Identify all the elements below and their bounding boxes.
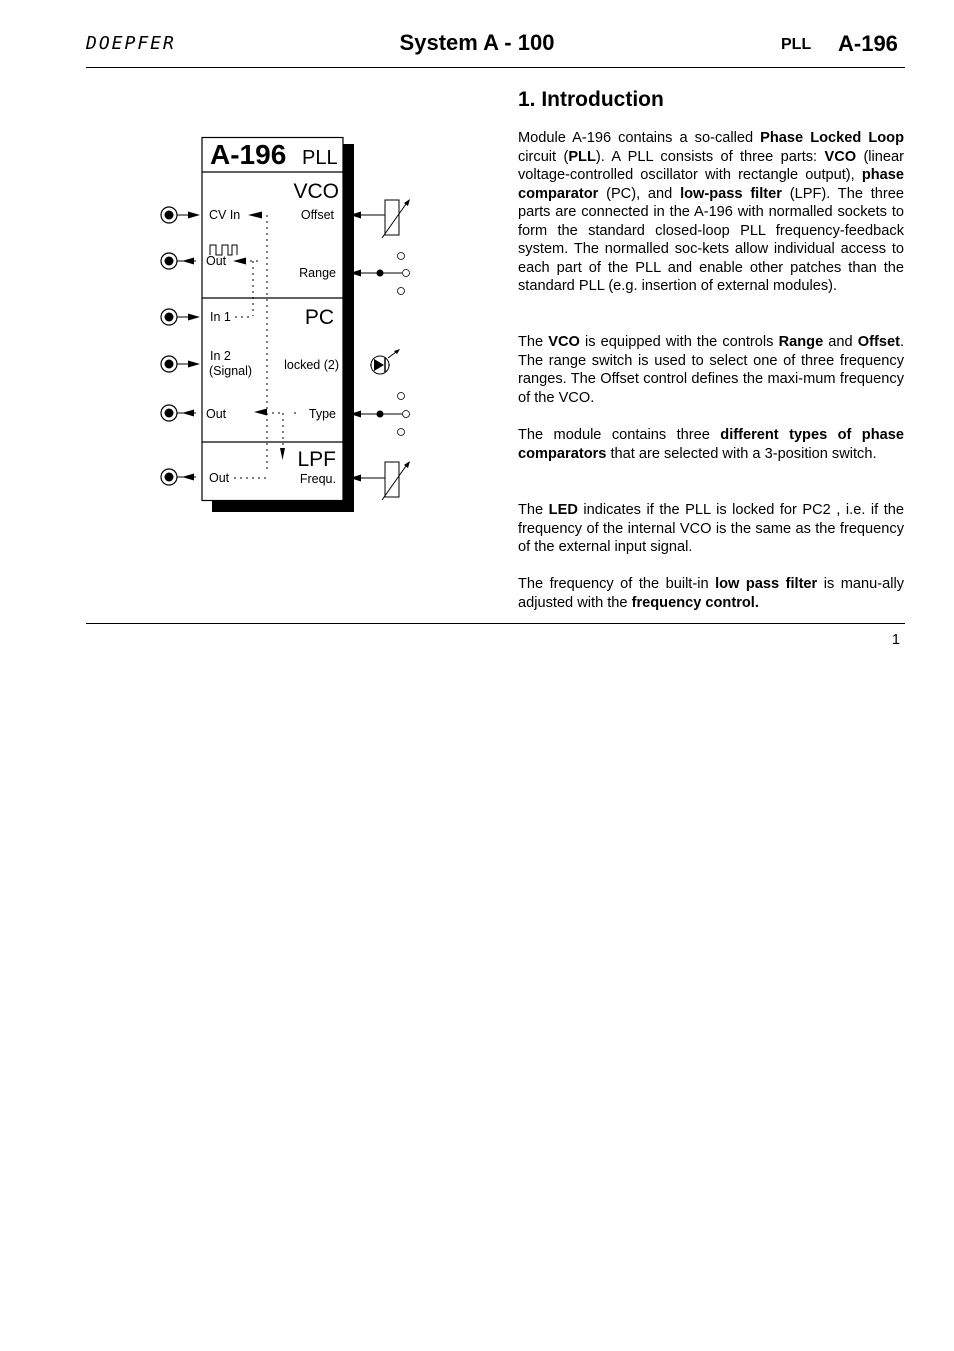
cv-in-label: CV In [209,208,241,222]
range-switch[interactable] [350,253,410,295]
text-run: and [823,334,858,350]
in1-label: In 1 [210,310,231,324]
frequency-potentiometer[interactable] [350,461,410,500]
locked-label: locked (2) [284,358,339,372]
header-model: A-196 [838,31,898,56]
text-run: The frequency of the built-in [518,576,716,592]
jack-pc-out[interactable] [161,405,196,421]
footer-rule [86,623,905,624]
bold-run: LED [548,502,578,518]
text-run: circuit ( [518,148,569,165]
range-label: Range [299,266,336,280]
bold-run: Offset [857,334,900,350]
pc-out-label: Out [206,407,227,421]
page-header-title: System A - 100 [399,30,555,55]
vco-out-label: Out [206,254,227,268]
page-number: 1 [891,632,900,648]
text-run: (LPF). The three parts are connected in the A-196 with normalled sockets to form the standard closed-loop PLL frequency-feedback system. The normalled soc-kets allow individual access to each part of the PLL and enable other patches than the standard PLL (e.g. insertion of external modules). [518,185,905,294]
jack-in2[interactable] [161,356,200,372]
module-panel-diagram [150,130,425,520]
offset-label: Offset [300,208,334,222]
bold-run: phase comparator [518,167,904,202]
text-run: indicates if the PLL is locked for PC2 , i.e. if the frequency of the internal VCO is the same as the frequency of the external input signal. [518,502,904,555]
panel-model-label: A-196 [210,139,287,170]
lpf-out-label: Out [209,471,230,485]
bold-run: low pass filter [715,576,818,592]
text-run: (linear voltage-controlled oscillator with rectangle output), [518,148,904,183]
intro-paragraph-5 [518,575,904,612]
text-run: The [518,334,549,350]
bold-run: Phase Locked Loop [760,130,904,146]
type-label: Type [308,407,336,421]
offset-potentiometer[interactable] [350,199,410,238]
intro-paragraph-3 [518,426,904,463]
intro-paragraph-4 [518,501,904,557]
header-subtitle: PLL [781,36,812,53]
intro-paragraph-2 [518,333,904,407]
jack-in1[interactable] [161,309,200,325]
jack-lpf-out[interactable] [161,469,196,485]
bold-run: VCO [824,148,857,165]
lpf-section-label: LPF [297,448,336,471]
panel-name-label: PLL [302,147,338,169]
text-run: is equipped with the controls [579,334,779,350]
text-run: The module contains three [518,427,721,443]
bold-run: PLL [568,148,596,165]
signal-label: (Signal) [209,364,253,378]
text-run: ). A PLL consists of three parts: [595,148,825,165]
bold-run: frequency control. [631,594,759,611]
brand-logo: DOEPFER [86,33,176,54]
in2-label: In 2 [210,349,231,363]
text-run: The [518,502,549,518]
frequ-label: Frequ. [299,472,336,486]
text-run: is manu-ally adjusted with the [518,576,904,611]
text-run: Module A-196 contains a so-called [518,130,761,146]
section-heading: 1. Introduction [518,88,664,111]
bold-run: different types of phase comparators [518,427,904,462]
vco-section-label: VCO [293,180,339,203]
type-switch[interactable] [350,393,410,436]
pc-section-label: PC [304,306,334,329]
header-rule [86,67,905,68]
jack-cv-in[interactable] [161,207,200,223]
text-run: . The range switch is used to select one of three frequency ranges. The Offset control defines the maxi-mum frequency of the VCO. [518,334,905,406]
bold-run: Range [778,334,824,350]
intro-paragraph-1 [518,129,904,296]
jack-vco-out[interactable] [161,253,196,269]
bold-run: VCO [548,334,580,350]
locked-led [370,349,400,374]
bold-run: low-pass filter [680,185,782,202]
text-run: that are selected with a 3-position switch. [606,445,877,462]
text-run: (PC), and [598,185,681,202]
